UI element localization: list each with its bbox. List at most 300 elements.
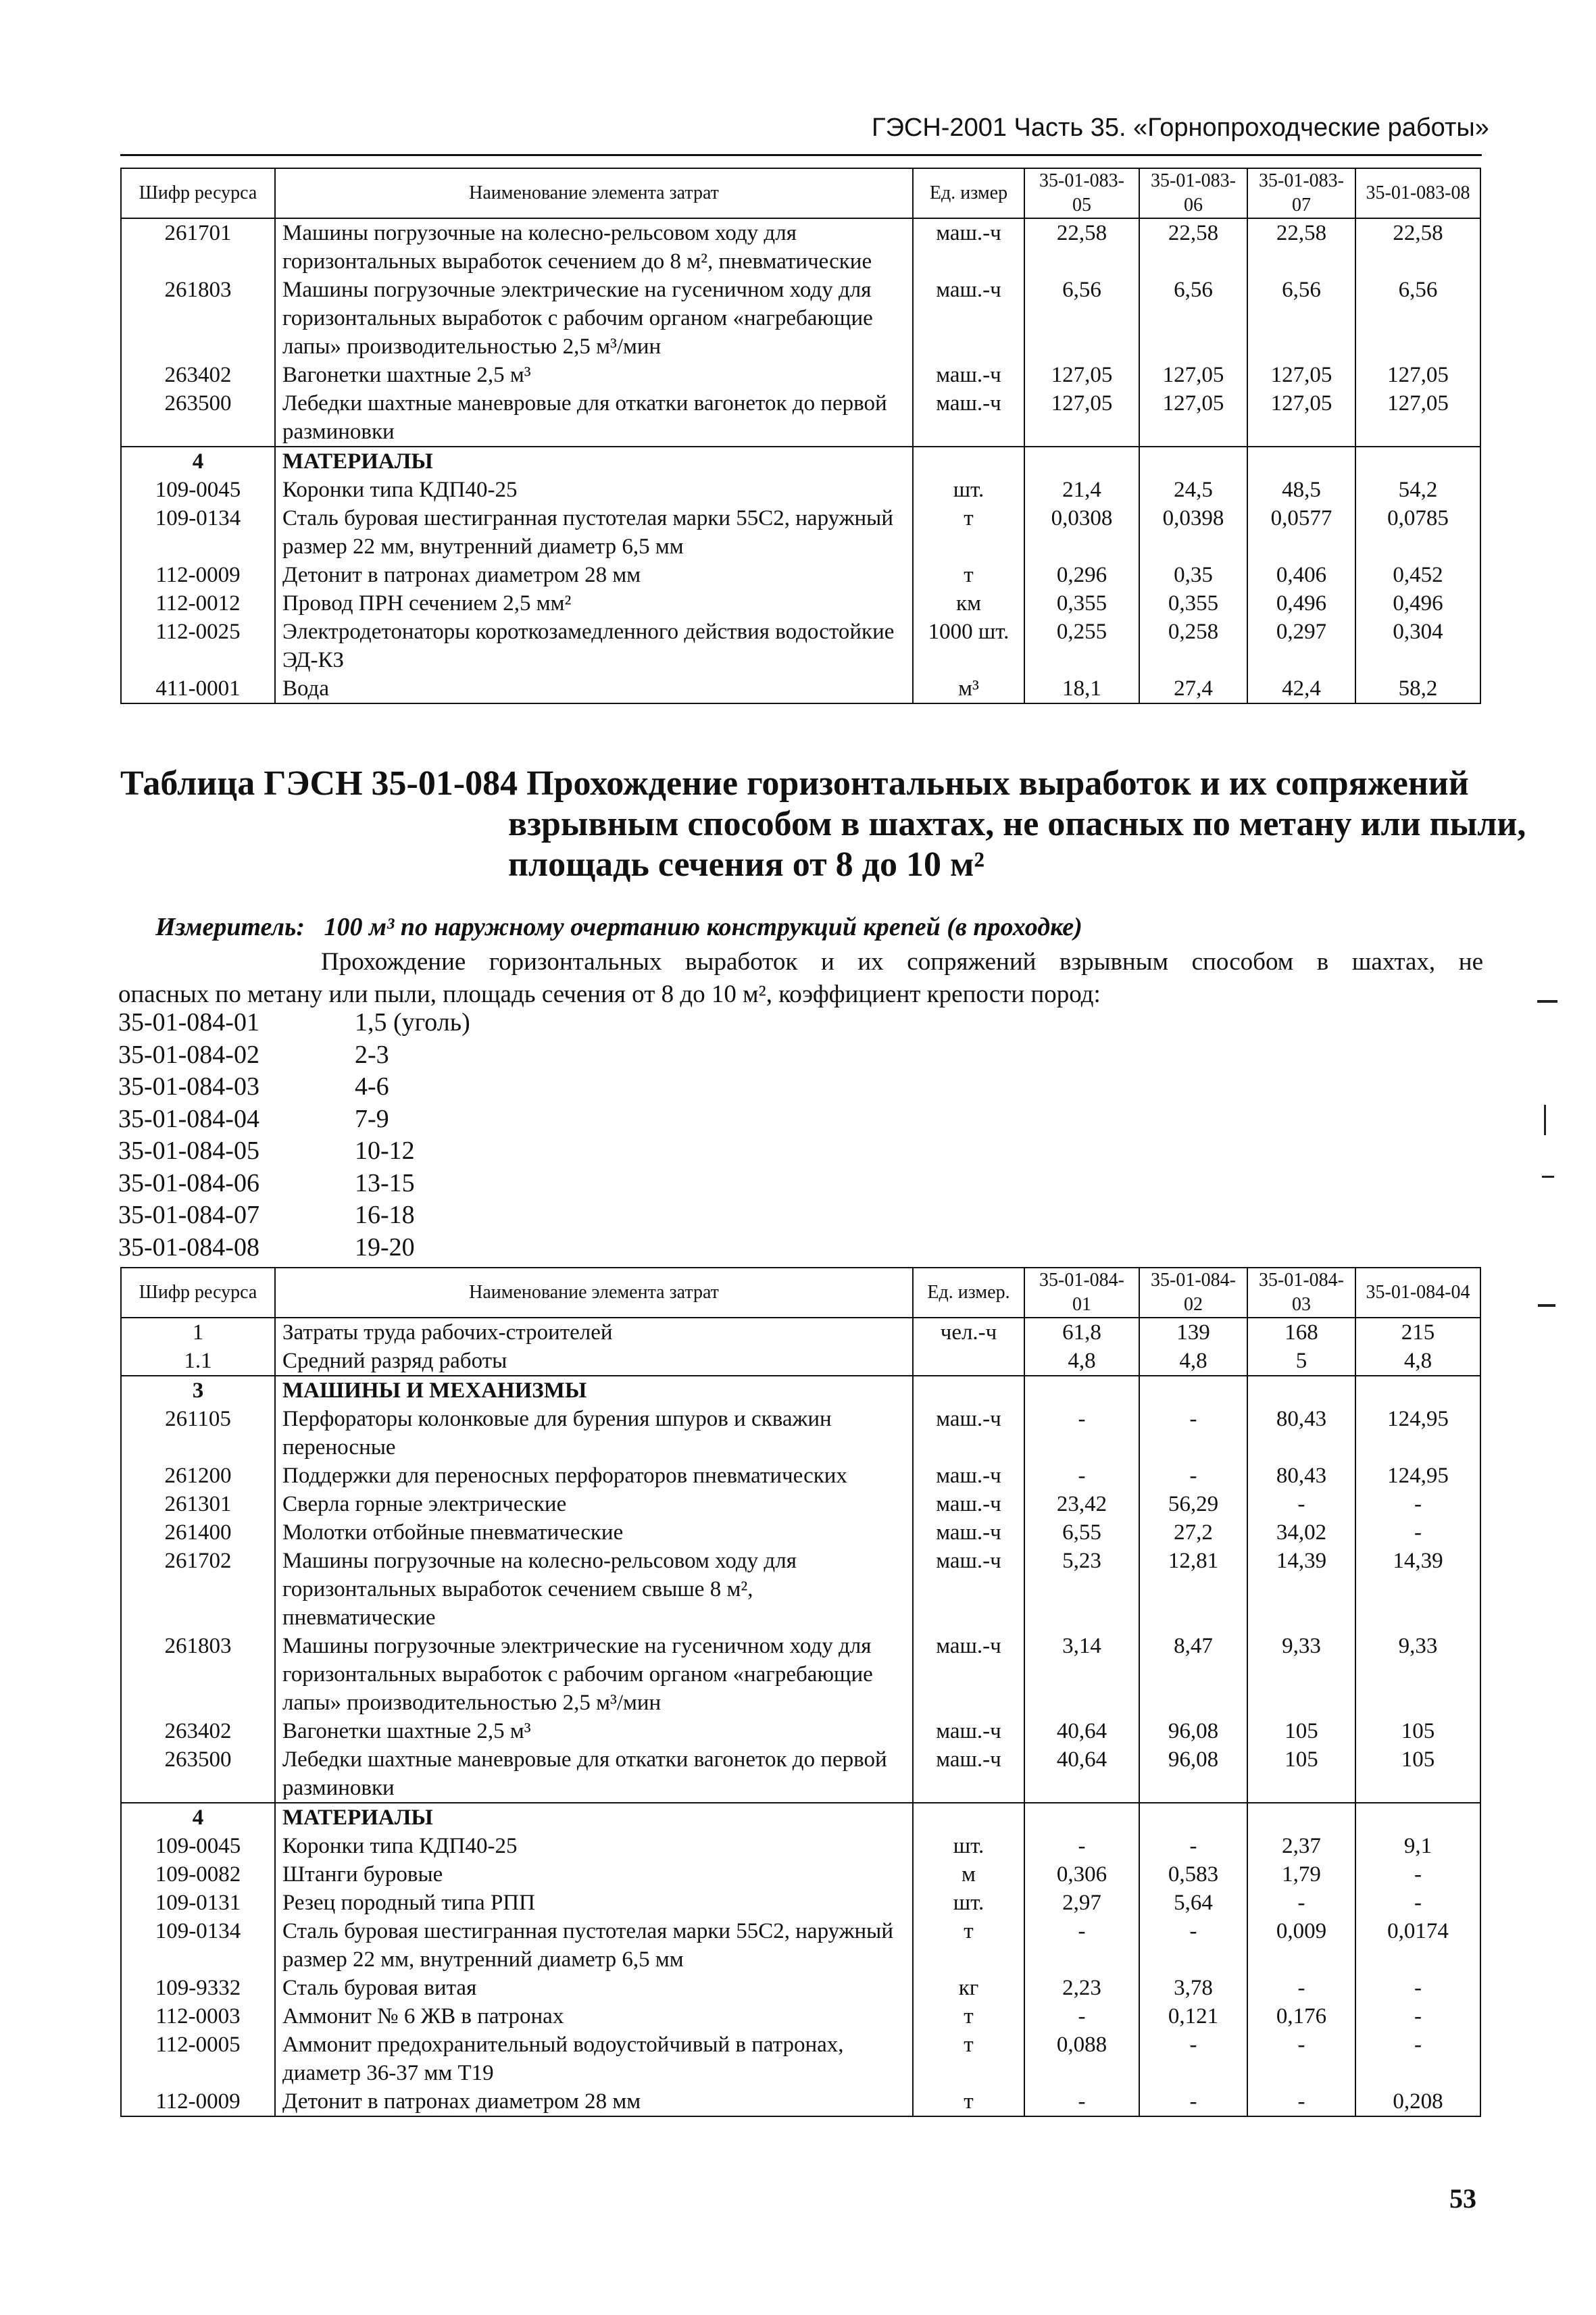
resource-code: 4 [121,1803,275,1832]
resource-name: Сталь буровая шестигранная пустотелая марки 55С2, наружный размер 22 мм, внутренний диаметр 6,5 мм [275,1917,913,1974]
resource-code: 261400 [121,1518,275,1547]
resource-value: 0,176 [1247,2002,1355,2031]
resource-name: МАШИНЫ И МЕХАНИЗМЫ [275,1376,913,1405]
column-header: Шифр ресурса [121,1268,275,1318]
resource-value: 0,355 [1024,589,1139,618]
resource-value: 105 [1247,1745,1355,1803]
resource-value: 40,64 [1024,1717,1139,1745]
resource-table-083 [120,168,1481,704]
resource-value: 0,296 [1024,561,1139,589]
resource-value: 124,95 [1355,1462,1480,1490]
scan-mark [1538,1304,1555,1307]
column-header: 35-01-084-01 [1024,1268,1139,1318]
resource-value: 0,304 [1355,618,1480,674]
resource-name: Вода [275,674,913,703]
resource-value [1355,1376,1480,1405]
table-title-line-3: площадь сечения от 8 до 10 м² [508,845,984,884]
resource-code: 112-0005 [121,2031,275,2087]
resource-value: 127,05 [1247,389,1355,447]
resource-value: - [1139,2031,1247,2087]
scan-mark [1542,1176,1554,1178]
resource-value: 0,406 [1247,561,1355,589]
resource-code: 263402 [121,1717,275,1745]
hardness-value: 10-12 [355,1137,415,1165]
resource-name: Детонит в патронах диаметром 28 мм [275,2087,913,2116]
code-item [118,1071,470,1103]
table-row [121,1547,1480,1632]
resource-value: - [1247,1490,1355,1518]
header-rule [120,154,1482,156]
resource-value: 0,0398 [1139,504,1247,561]
resource-name: Электродетонаторы короткозамедленного действия водостойкие ЭД-КЗ [275,618,913,674]
resource-name: Вагонетки шахтные 2,5 м³ [275,1717,913,1745]
resource-value: 0,452 [1355,561,1480,589]
resource-unit: маш.-ч [913,1518,1024,1547]
table-row [121,447,1480,476]
resource-value: 27,2 [1139,1518,1247,1547]
resource-name: Машины погрузочные на колесно-рельсовом ходу для горизонтальных выработок сечением до 8 м², пневматические [275,218,913,276]
table-header-row [121,1268,1480,1318]
resource-unit: маш.-ч [913,1745,1024,1803]
resource-value: 127,05 [1024,389,1139,447]
resource-value: - [1024,1462,1139,1490]
resource-value: 0,0577 [1247,504,1355,561]
table-row [121,674,1480,703]
code-item [118,1168,470,1200]
resource-value: 0,258 [1139,618,1247,674]
resource-name: Аммонит предохранительный водоустойчивый в патронах, диаметр 36-37 мм Т19 [275,2031,913,2087]
resource-value: 0,0308 [1024,504,1139,561]
resource-unit [913,1347,1024,1376]
hardness-value: 13-15 [355,1168,415,1197]
resource-code: 112-0025 [121,618,275,674]
resource-value: 6,55 [1024,1518,1139,1547]
resource-name: Сталь буровая витая [275,1974,913,2002]
resource-value: 22,58 [1355,218,1480,276]
resource-value: 9,33 [1355,1632,1480,1717]
running-header: ГЭСН-2001 Часть 35. «Горнопроходческие работы» [872,114,1489,142]
resource-value: 0,088 [1024,2031,1139,2087]
code-item [118,1007,470,1039]
resource-unit: 1000 шт. [913,618,1024,674]
resource-value: 127,05 [1024,361,1139,389]
resource-code: 4 [121,447,275,476]
resource-name: Штанги буровые [275,1860,913,1889]
norm-code: 35-01-084-07 [118,1201,259,1229]
column-header: 35-01-083-05 [1024,168,1139,218]
resource-value: 21,4 [1024,476,1139,504]
scan-mark [1544,1105,1546,1135]
resource-value: 0,121 [1139,2002,1247,2031]
resource-unit: т [913,1917,1024,1974]
description-line-1: Прохождение горизонтальных выработок и их сопряжений взрывным способом в шахтах, не [321,948,1483,976]
table-row [121,1803,1480,1832]
table-row [121,1974,1480,2002]
column-header: Ед. измер. [913,1268,1024,1318]
resource-value: - [1139,1462,1247,1490]
table-row [121,276,1480,361]
resource-code: 112-0009 [121,561,275,589]
column-header: Наименование элемента затрат [275,1268,913,1318]
resource-value: - [1247,2087,1355,2116]
page-number: 53 [1449,2183,1476,2214]
resource-value: 168 [1247,1318,1355,1347]
resource-value: 3,78 [1139,1974,1247,2002]
resource-unit [913,447,1024,476]
resource-value: 105 [1355,1745,1480,1803]
resource-code: 109-0131 [121,1889,275,1917]
code-item [118,1103,470,1136]
resource-value: 105 [1247,1717,1355,1745]
resource-value: 2,37 [1247,1832,1355,1860]
resource-unit: шт. [913,1889,1024,1917]
resource-unit: маш.-ч [913,1717,1024,1745]
resource-value: 9,33 [1247,1632,1355,1717]
resource-table-084 [120,1267,1481,2117]
resource-code: 109-0045 [121,476,275,504]
resource-code: 411-0001 [121,674,275,703]
resource-unit: маш.-ч [913,218,1024,276]
resource-code: 263500 [121,389,275,447]
resource-value: 58,2 [1355,674,1480,703]
resource-unit: маш.-ч [913,1405,1024,1462]
resource-value: 8,47 [1139,1632,1247,1717]
resource-value: 6,56 [1247,276,1355,361]
resource-value: 96,08 [1139,1745,1247,1803]
resource-value: - [1247,2031,1355,2087]
resource-value: 0,583 [1139,1860,1247,1889]
resource-code: 112-0009 [121,2087,275,2116]
measure-value: 100 м³ по наружному очертанию конструкций крепей (в проходке) [324,913,1082,941]
description-line-2: опасных по метану или пыли, площадь сечения от 8 до 10 м², коэффициент крепости пород: [118,980,1101,1008]
resource-value: 23,42 [1024,1490,1139,1518]
resource-value: 40,64 [1024,1745,1139,1803]
resource-value: 0,255 [1024,618,1139,674]
resource-value: 127,05 [1355,389,1480,447]
resource-name: Сталь буровая шестигранная пустотелая марки 55С2, наружный размер 22 мм, внутренний диаметр 6,5 мм [275,504,913,561]
resource-code: 112-0012 [121,589,275,618]
resource-code: 109-0134 [121,1917,275,1974]
resource-unit: т [913,2087,1024,2116]
resource-value: - [1247,1974,1355,2002]
code-item [118,1135,470,1168]
resource-value: - [1355,1889,1480,1917]
resource-value: 0,0174 [1355,1917,1480,1974]
table-row [121,504,1480,561]
table-row [121,561,1480,589]
resource-value [1139,1376,1247,1405]
column-header: 35-01-083-08 [1355,168,1480,218]
column-header: 35-01-084-02 [1139,1268,1247,1318]
resource-unit: т [913,561,1024,589]
resource-value: - [1355,1490,1480,1518]
resource-code: 261200 [121,1462,275,1490]
table-row [121,1889,1480,1917]
table-row [121,2002,1480,2031]
resource-unit: т [913,504,1024,561]
table-row [121,1632,1480,1717]
column-header: Наименование элемента затрат [275,168,913,218]
resource-value: 0,355 [1139,589,1247,618]
resource-value: 0,496 [1247,589,1355,618]
table-row [121,1318,1480,1347]
resource-value: 4,8 [1024,1347,1139,1376]
code-item [118,1199,470,1232]
resource-value: 215 [1355,1318,1480,1347]
resource-code: 261105 [121,1405,275,1462]
column-header: 35-01-084-04 [1355,1268,1480,1318]
resource-unit: маш.-ч [913,276,1024,361]
resource-value [1024,447,1139,476]
resource-code: 263500 [121,1745,275,1803]
resource-name: Вагонетки шахтные 2,5 м³ [275,361,913,389]
resource-unit [913,1376,1024,1405]
resource-value: 105 [1355,1717,1480,1745]
hardness-value: 19-20 [355,1233,415,1262]
resource-unit [913,1803,1024,1832]
resource-name: Молотки отбойные пневматические [275,1518,913,1547]
resource-code: 261301 [121,1490,275,1518]
resource-name: Детонит в патронах диаметром 28 мм [275,561,913,589]
table-row [121,1490,1480,1518]
resource-value: - [1024,1832,1139,1860]
resource-unit: т [913,2031,1024,2087]
resource-value: - [1024,2087,1139,2116]
resource-value: - [1024,2002,1139,2031]
resource-name: Машины погрузочные на колесно-рельсовом ходу для горизонтальных выработок сечением свыше 8 м², пневматические [275,1547,913,1632]
resource-value: 127,05 [1139,389,1247,447]
table-title-line-2: взрывным способом в шахтах, не опасных по метану или пыли, [508,805,1526,843]
hardness-value: 16-18 [355,1201,415,1229]
resource-name: Коронки типа КДП40-25 [275,1832,913,1860]
resource-value: - [1247,1889,1355,1917]
resource-value [1355,1803,1480,1832]
resource-value: 27,4 [1139,674,1247,703]
resource-value: 12,81 [1139,1547,1247,1632]
resource-unit: м [913,1860,1024,1889]
resource-value: - [1355,1860,1480,1889]
resource-value: 0,496 [1355,589,1480,618]
code-item [118,1039,470,1072]
resource-value: 22,58 [1247,218,1355,276]
resource-unit: маш.-ч [913,1632,1024,1717]
resource-unit: маш.-ч [913,1547,1024,1632]
resource-value: 0,35 [1139,561,1247,589]
resource-value: 54,2 [1355,476,1480,504]
resource-value: 24,5 [1139,476,1247,504]
resource-name: Сверла горные электрические [275,1490,913,1518]
resource-unit: м³ [913,674,1024,703]
resource-value: - [1139,2087,1247,2116]
resource-code: 1 [121,1318,275,1347]
resource-unit: маш.-ч [913,389,1024,447]
resource-value: - [1024,1405,1139,1462]
resource-name: Аммонит № 6 ЖВ в патронах [275,2002,913,2031]
resource-value: 4,8 [1139,1347,1247,1376]
resource-code: 261803 [121,1632,275,1717]
table-row [121,389,1480,447]
table-row [121,1717,1480,1745]
resource-value [1139,447,1247,476]
resource-name: Провод ПРН сечением 2,5 мм² [275,589,913,618]
hardness-value: 1,5 (уголь) [355,1008,470,1037]
resource-value: - [1355,1518,1480,1547]
hardness-value: 7-9 [355,1104,389,1133]
resource-value: 14,39 [1247,1547,1355,1632]
table-row [121,1745,1480,1803]
resource-value: 6,56 [1139,276,1247,361]
table-row [121,1376,1480,1405]
column-header: 35-01-083-06 [1139,168,1247,218]
norm-code: 35-01-084-06 [118,1168,259,1197]
resource-value [1139,1803,1247,1832]
resource-value: 18,1 [1024,674,1139,703]
resource-name: Машины погрузочные электрические на гусеничном ходу для горизонтальных выработок с рабочим органом «нагребающие лапы» производительностью 2,5 м³/мин [275,1632,913,1717]
column-header: 35-01-083-07 [1247,168,1355,218]
resource-value: - [1024,1917,1139,1974]
norm-code: 35-01-084-08 [118,1233,259,1262]
resource-unit: чел.-ч [913,1318,1024,1347]
resource-unit: маш.-ч [913,1462,1024,1490]
hardness-value: 4-6 [355,1072,389,1101]
resource-value: 0,009 [1247,1917,1355,1974]
table-row [121,1917,1480,1974]
resource-value: - [1355,2031,1480,2087]
resource-value: 127,05 [1139,361,1247,389]
resource-unit: кг [913,1974,1024,2002]
resource-value: 1,79 [1247,1860,1355,1889]
table-row [121,2031,1480,2087]
resource-value: 6,56 [1024,276,1139,361]
hardness-value: 2-3 [355,1040,389,1069]
resource-name: Перфораторы колонковые для бурения шпуров и скважин переносные [275,1405,913,1462]
resource-value: 48,5 [1247,476,1355,504]
resource-value: 4,8 [1355,1347,1480,1376]
resource-value: 2,97 [1024,1889,1139,1917]
resource-code: 109-9332 [121,1974,275,2002]
resource-code: 109-0045 [121,1832,275,1860]
resource-value: 56,29 [1139,1490,1247,1518]
norm-code: 35-01-084-02 [118,1040,259,1069]
resource-value: 5,23 [1024,1547,1139,1632]
resource-code: 109-0082 [121,1860,275,1889]
resource-value: 96,08 [1139,1717,1247,1745]
resource-name: Резец породный типа РПП [275,1889,913,1917]
resource-value: 5,64 [1139,1889,1247,1917]
resource-value: 34,02 [1247,1518,1355,1547]
resource-name: Средний разряд работы [275,1347,913,1376]
column-header: Ед. измер [913,168,1024,218]
table-row [121,1462,1480,1490]
resource-unit: маш.-ч [913,361,1024,389]
resource-name: Лебедки шахтные маневровые для откатки вагонеток до первой разминовки [275,389,913,447]
resource-code: 263402 [121,361,275,389]
resource-unit: км [913,589,1024,618]
resource-value: 61,8 [1024,1318,1139,1347]
norm-code: 35-01-084-01 [118,1008,259,1037]
resource-name: МАТЕРИАЛЫ [275,1803,913,1832]
resource-value: 80,43 [1247,1462,1355,1490]
resource-code: 1.1 [121,1347,275,1376]
work-description [118,946,1483,1011]
resource-unit: маш.-ч [913,1490,1024,1518]
resource-value: 139 [1139,1318,1247,1347]
resource-value [1247,447,1355,476]
table-row [121,1832,1480,1860]
resource-value: 127,05 [1247,361,1355,389]
resource-value [1024,1376,1139,1405]
resource-value: - [1355,2002,1480,2031]
resource-value [1355,447,1480,476]
norm-code: 35-01-084-05 [118,1137,259,1165]
resource-value: 42,4 [1247,674,1355,703]
resource-value: 3,14 [1024,1632,1139,1717]
norm-code: 35-01-084-04 [118,1104,259,1133]
resource-name: Машины погрузочные электрические на гусеничном ходу для горизонтальных выработок с рабочим органом «нагребающие лапы» производительностью 2,5 м³/мин [275,276,913,361]
resource-value: 6,56 [1355,276,1480,361]
resource-value: 0,297 [1247,618,1355,674]
resource-value: 14,39 [1355,1547,1480,1632]
resource-value: - [1139,1405,1247,1462]
column-header: Шифр ресурса [121,168,275,218]
resource-value: - [1139,1917,1247,1974]
table-row [121,1405,1480,1462]
measure-line [155,912,1082,942]
resource-unit: шт. [913,476,1024,504]
resource-code: 112-0003 [121,2002,275,2031]
table-row [121,476,1480,504]
resource-value [1024,1803,1139,1832]
table-row [121,589,1480,618]
resource-value: 2,23 [1024,1974,1139,2002]
resource-code: 109-0134 [121,504,275,561]
resource-code: 261702 [121,1547,275,1632]
resource-unit: шт. [913,1832,1024,1860]
resource-name: Затраты труда рабочих-строителей [275,1318,913,1347]
table-title-line-1: Таблица ГЭСН 35-01-084 Прохождение горизонтальных выработок и их сопряжений [120,764,1469,803]
table-row [121,218,1480,276]
resource-name: МАТЕРИАЛЫ [275,447,913,476]
resource-name: Коронки типа КДП40-25 [275,476,913,504]
table-row [121,361,1480,389]
resource-value: - [1355,1974,1480,2002]
norm-code: 35-01-084-03 [118,1072,259,1101]
table-row [121,1347,1480,1376]
resource-value: 80,43 [1247,1405,1355,1462]
resource-code: 261803 [121,276,275,361]
column-header: 35-01-084-03 [1247,1268,1355,1318]
table-row [121,2087,1480,2116]
resource-code: 3 [121,1376,275,1405]
resource-value: 0,208 [1355,2087,1480,2116]
resource-value [1247,1376,1355,1405]
measure-label: Измеритель: [155,913,305,941]
resource-value: 0,306 [1024,1860,1139,1889]
table-header-row [121,168,1480,218]
resource-value: 124,95 [1355,1405,1480,1462]
resource-value [1247,1803,1355,1832]
resource-name: Поддержки для переносных перфораторов пневматических [275,1462,913,1490]
resource-value: 22,58 [1139,218,1247,276]
resource-unit: т [913,2002,1024,2031]
table-row [121,618,1480,674]
table-row [121,1860,1480,1889]
resource-value: 0,0785 [1355,504,1480,561]
code-list [118,1007,470,1264]
resource-value: - [1139,1832,1247,1860]
resource-value: 9,1 [1355,1832,1480,1860]
resource-value: 127,05 [1355,361,1480,389]
